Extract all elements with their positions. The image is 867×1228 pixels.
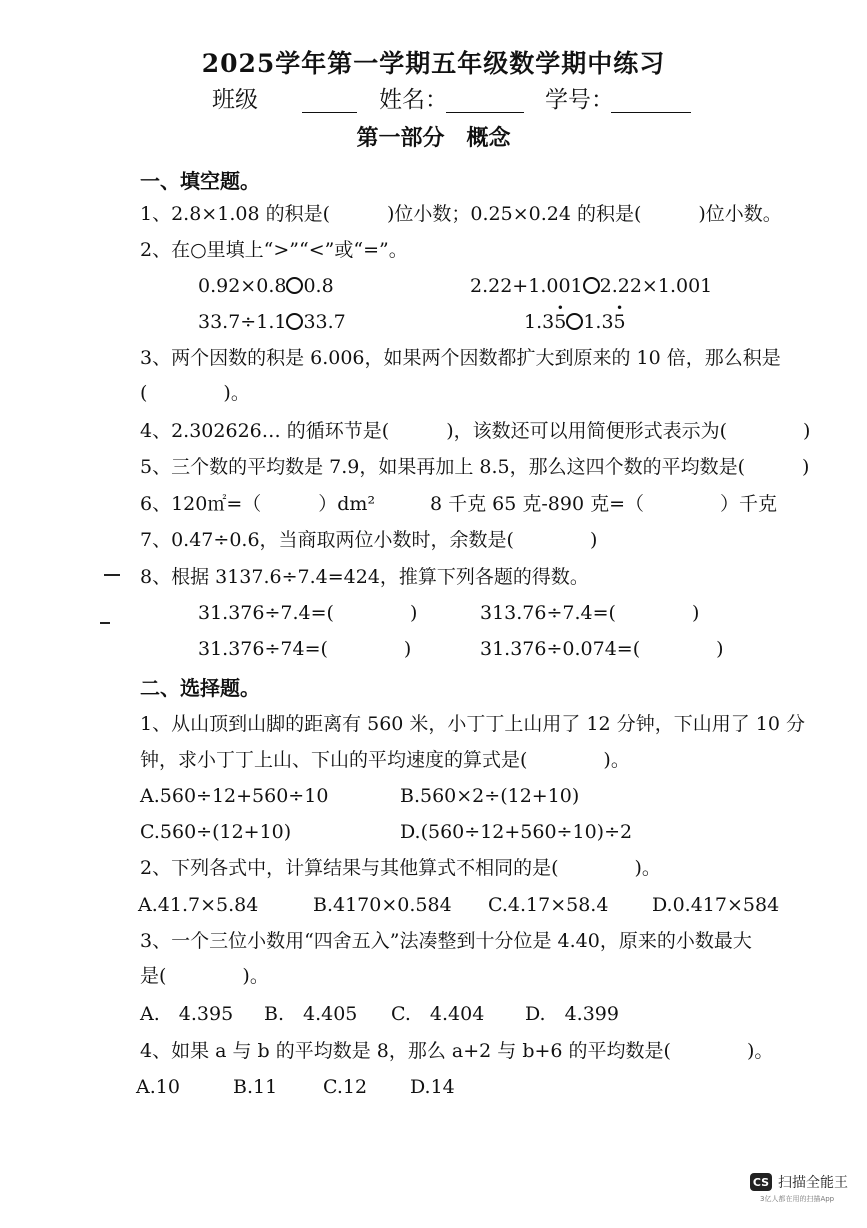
expr-right-pre: 1.3	[583, 311, 614, 333]
compare-circle[interactable]	[286, 277, 303, 294]
choice-q3-option-d[interactable]: D. 4.399	[525, 1003, 619, 1025]
camscanner-logo-icon: CS	[750, 1173, 772, 1191]
choice-q1-option-d[interactable]: D.(560÷12+560÷10)÷2	[400, 821, 633, 843]
fill-q2b	[470, 274, 712, 298]
choice-q3-option-a[interactable]: A. 4.395	[140, 1003, 234, 1025]
fill-q1: 1、2.8×1.08 的积是( )位小数；0.25×0.24 的积是( )位小数。	[140, 203, 782, 225]
choice-q2-option-b[interactable]: B.4170×0.584	[313, 894, 452, 916]
margin-mark	[104, 574, 120, 576]
choice-q3-line1: 3、一个三位小数用“四舍五入”法凑整到十分位是 4.40，原来的小数最大	[140, 930, 752, 952]
choice-q2-option-c[interactable]: C.4.17×58.4	[488, 894, 609, 916]
fill-q8b: 313.76÷7.4=( )	[480, 602, 700, 624]
name-label: 姓名：	[379, 87, 448, 113]
compare-circle[interactable]	[566, 313, 583, 330]
fill-q7: 7、0.47÷0.6，当商取两位小数时，余数是( )	[140, 529, 598, 551]
scanner-watermark	[750, 1172, 848, 1192]
page-title: 2025学年第一学期五年级数学期中练习	[201, 49, 666, 78]
choice-q2-option-d[interactable]: D.0.417×584	[652, 894, 780, 916]
expr-left: 33.7÷1.1	[198, 311, 287, 333]
fill-q2c	[198, 310, 346, 334]
choice-q1-option-a[interactable]: A.560÷12+560÷10	[140, 785, 329, 807]
fill-q6a: 6、120㎡=（ ）dm²	[140, 493, 376, 515]
part-title: 第一部分 概念	[356, 125, 511, 151]
class-field[interactable]	[302, 88, 357, 113]
name-field[interactable]	[446, 88, 524, 113]
choice-q2-option-a[interactable]: A.41.7×5.84	[138, 894, 259, 916]
choice-q1-option-c[interactable]: C.560÷(12+10)	[140, 821, 292, 843]
repeating-digit: 5 ·	[554, 310, 566, 334]
fill-q4: 4、2.302626… 的循环节是( )，该数还可以用简便形式表示为( )	[140, 420, 811, 442]
repeating-digit: 5 ·	[614, 310, 626, 334]
id-field[interactable]	[611, 88, 691, 113]
class-label: 班级	[212, 87, 258, 113]
fill-q3-line1: 3、两个因数的积是 6.006，如果两个因数都扩大到原来的 10 倍，那么积是	[140, 347, 781, 369]
choice-q1-line1: 1、从山顶到山脚的距离有 560 米，小丁丁上山用了 12 分钟，下山用了 10 分	[140, 713, 805, 735]
margin-mark	[100, 622, 110, 624]
fill-q2a	[198, 274, 334, 298]
watermark-tagline: 3亿人都在用的扫描App	[760, 1195, 835, 1203]
choice-q1-line2: 钟，求小丁丁上山、下山的平均速度的算式是( )。	[140, 749, 630, 771]
choice-q4-option-b[interactable]: B.11	[233, 1076, 278, 1098]
fill-heading: 一、填空题。	[140, 169, 260, 193]
choice-q3-line2: 是( )。	[140, 965, 269, 987]
choice-q2: 2、下列各式中，计算结果与其他算式不相同的是( )。	[140, 857, 661, 879]
expr-right: 33.7	[303, 311, 346, 333]
expr-right: 0.8	[303, 275, 334, 297]
fill-q6b: 8 千克 65 克-890 克=（ ）千克	[430, 493, 778, 515]
watermark-name: 扫描全能王	[778, 1175, 848, 1191]
fill-q8d: 31.376÷0.074=( )	[480, 638, 724, 660]
fill-q2: 2、在○里填上“>”“<”或“=”。	[140, 239, 408, 261]
choice-q3-option-c[interactable]: C. 4.404	[391, 1003, 485, 1025]
expr-left-pre: 1.3	[524, 311, 555, 333]
choice-heading: 二、选择题。	[140, 676, 260, 700]
choice-q4-option-a[interactable]: A.10	[136, 1076, 180, 1098]
fill-q8c: 31.376÷74=( )	[198, 638, 412, 660]
choice-q4-option-c[interactable]: C.12	[323, 1076, 368, 1098]
expr-right: 2.22×1.001	[599, 275, 713, 297]
fill-q5: 5、三个数的平均数是 7.9，如果再加上 8.5，那么这四个数的平均数是( )	[140, 456, 810, 478]
fill-q8: 8、根据 3137.6÷7.4=424，推算下列各题的得数。	[140, 566, 589, 588]
choice-q3-option-b[interactable]: B. 4.405	[264, 1003, 358, 1025]
fill-q8a: 31.376÷7.4=( )	[198, 602, 418, 624]
id-label: 学号：	[545, 87, 614, 113]
choice-q4: 4、如果 a 与 b 的平均数是 8，那么 a+2 与 b+6 的平均数是( )。	[140, 1040, 774, 1062]
choice-q1-option-b[interactable]: B.560×2÷(12+10)	[400, 785, 580, 807]
expr-left: 0.92×0.8	[198, 275, 287, 297]
fill-q2d	[524, 310, 626, 334]
compare-circle[interactable]	[286, 313, 303, 330]
fill-q3-line2: ( )。	[140, 382, 250, 404]
choice-q4-option-d[interactable]: D.14	[410, 1076, 455, 1098]
compare-circle[interactable]	[583, 277, 600, 294]
expr-left: 2.22+1.001	[470, 275, 583, 297]
